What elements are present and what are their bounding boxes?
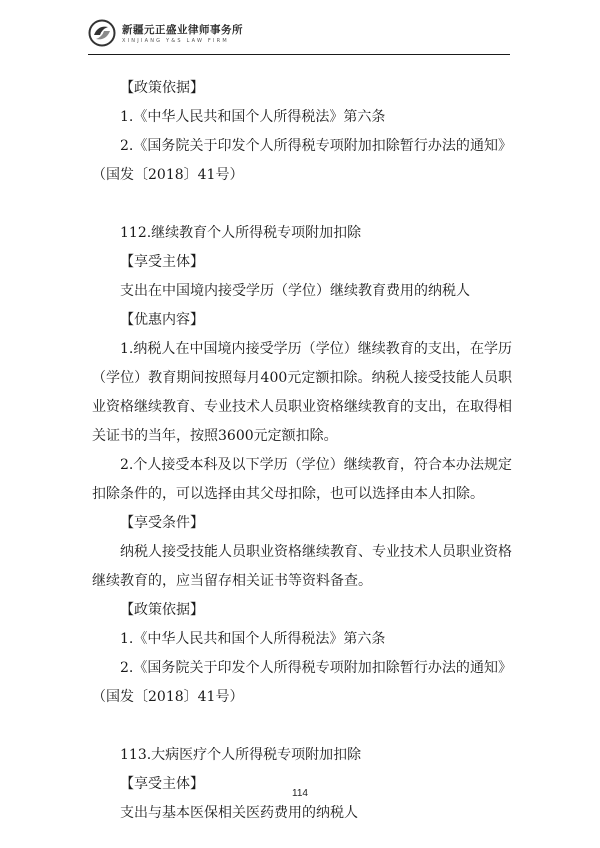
paragraph: 【享受主体】 [120, 776, 204, 792]
paragraph: 纳税人接受技能人员职业资格继续教育、专业技术人员职业资格继续教育的，应当留存相关证书等资料备查。 [92, 544, 512, 589]
page-number: 114 [292, 788, 308, 799]
paragraph: 支出与基本医保相关医药费用的纳税人 [120, 805, 358, 821]
paragraph: 【享受条件】 [120, 515, 204, 531]
firm-name [122, 22, 243, 44]
paragraph: 112.继续教育个人所得税专项附加扣除 [120, 225, 362, 241]
paragraph: 【优惠内容】 [120, 312, 204, 328]
firm-name-en: XINJIANG Y&S LAW FIRM [122, 38, 229, 44]
firm-logo-icon [88, 19, 116, 47]
paragraph: 【享受主体】 [120, 254, 204, 270]
paragraph: 2.《国务院关于印发个人所得税专项附加扣除暂行办法的通知》（国发〔2018〕41号） [92, 138, 512, 183]
paragraph: 【政策依据】 [120, 602, 204, 618]
paragraph-gap [92, 190, 512, 219]
paragraph: 1.《中华人民共和国个人所得税法》第六条 [120, 631, 386, 647]
page-header [88, 16, 243, 50]
paragraph: 113.大病医疗个人所得税专项附加扣除 [120, 747, 362, 763]
header-divider [88, 54, 510, 55]
paragraph-gap [92, 712, 512, 741]
document-body [92, 74, 512, 828]
paragraph: 支出在中国境内接受学历（学位）继续教育费用的纳税人 [120, 283, 470, 299]
paragraph: 2.个人接受本科及以下学历（学位）继续教育，符合本办法规定扣除条件的，可以选择由其父母扣除，也可以选择由本人扣除。 [92, 457, 512, 502]
paragraph: 1.纳税人在中国境内接受学历（学位）继续教育的支出，在学历（学位）教育期间按照每月400元定额扣除。纳税人接受技能人员职业资格继续教育、专业技术人员职业资格继续教育的支出，在取得相关证书的当年，按照3600元定额扣除。 [92, 341, 512, 444]
paragraph: 1.《中华人民共和国个人所得税法》第六条 [120, 109, 386, 125]
paragraph: 2.《国务院关于印发个人所得税专项附加扣除暂行办法的通知》（国发〔2018〕41号） [92, 660, 512, 705]
paragraph: 【政策依据】 [120, 80, 204, 96]
firm-name-cn: 新疆元正盛业律师事务所 [122, 24, 243, 36]
